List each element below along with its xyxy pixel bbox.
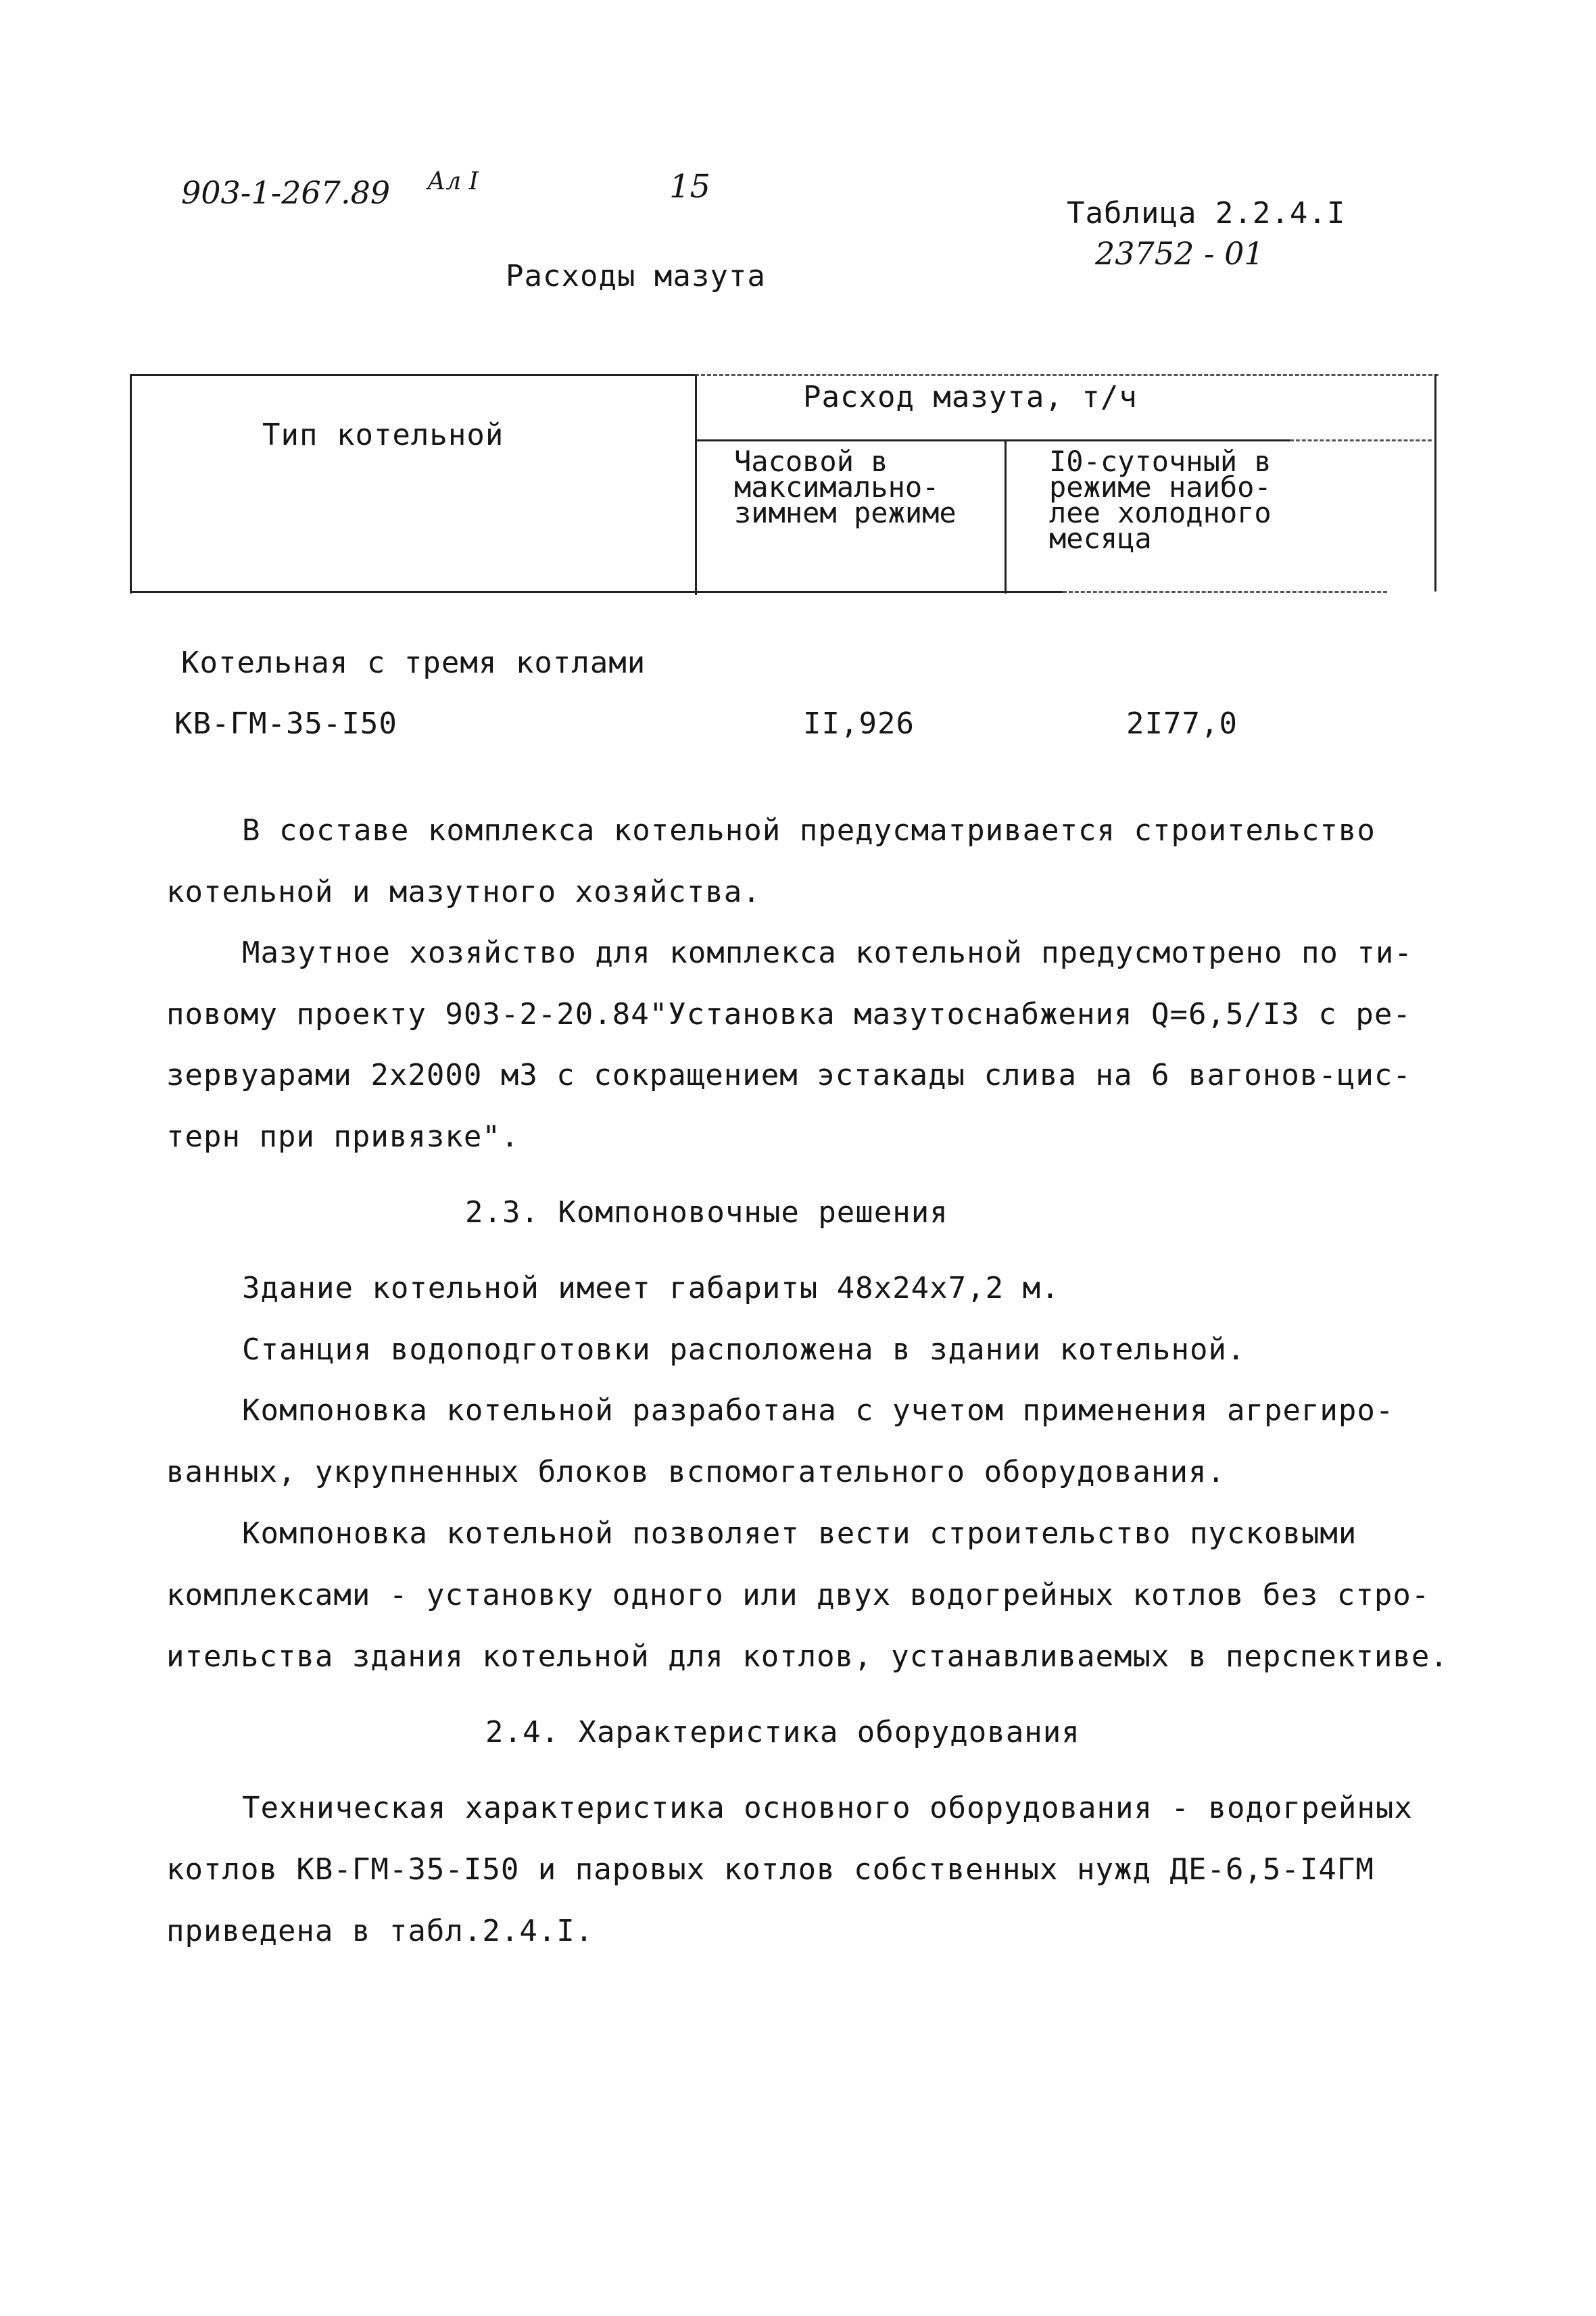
page-number: 15: [669, 168, 711, 206]
row-label-line1: Котельная с тремя котлами: [181, 646, 646, 680]
album-mark: Ал I: [427, 168, 479, 195]
s23-p4-line1: Компоновка котельной позволяет вести строительство пусковыми: [242, 1516, 1357, 1551]
s23-p3-line1: Компоновка котельной разработана с учетом применения агрегиро-: [242, 1393, 1395, 1428]
s23-p2: Станция водоподготовки расположена в здании котельной.: [242, 1332, 1246, 1367]
s23-p3-line2: ванных, укрупненных блоков вспомогательного оборудования.: [166, 1455, 1226, 1489]
inventory-number: 23752 - 01: [1095, 235, 1264, 272]
p2-line3: зервуарами 2х2000 м3 с сокращением эстакады слива на 6 вагонов-цис-: [166, 1058, 1411, 1092]
col-fuel-consumption-header: Расход мазута, т/ч: [803, 380, 1138, 414]
p2-line4: терн при привязке".: [166, 1119, 520, 1154]
row-hourly-value: II,926: [803, 706, 915, 741]
s24-p1-line3: приведена в табл.2.4.I.: [166, 1914, 594, 1948]
row-label-line2: КВ-ГМ-35-I50: [174, 706, 397, 741]
s23-p4-line2: комплексами - установку одного или двух водогрейных котлов без стро-: [166, 1578, 1430, 1612]
p1-line2: котельной и мазутного хозяйства.: [166, 875, 761, 909]
section-2-3-title: 2.3. Компоновочные решения: [465, 1195, 948, 1230]
section-2-4-title: 2.4. Характеристика оборудования: [485, 1715, 1080, 1750]
row-ten-day-value: 2I77,0: [1126, 706, 1238, 741]
col-hourly-header: Часовой в максимально-зимнем режиме: [734, 445, 957, 529]
s23-p4-line3: ительства здания котельной для котлов, устанавливаемых в перспективе.: [166, 1639, 1449, 1674]
s24-p1-line2: котлов КВ-ГМ-35-I50 и паровых котлов собственных нужд ДЕ-6,5-I4ГМ: [166, 1852, 1374, 1887]
s23-p1: Здание котельной имеет габариты 48х24х7,2 м.: [242, 1271, 1060, 1305]
document-code: 903-1-267.89: [181, 174, 391, 211]
s24-p1-line1: Техническая характеристика основного оборудования - водогрейных: [242, 1791, 1413, 1825]
p1-line1: В составе комплекса котельной предусматривается строительство: [242, 813, 1376, 848]
col-boiler-type-header: Тип котельной: [262, 418, 504, 452]
table-label: Таблица 2.2.4.I: [1067, 196, 1346, 231]
col-ten-day-header: I0-суточный в режиме наибо-лее холодного месяца: [1049, 445, 1272, 555]
table-title: Расходы мазута: [506, 259, 766, 293]
p2-line1: Мазутное хозяйство для комплекса котельной предусмотрено по ти-: [242, 936, 1413, 970]
p2-line2: повому проекту 903-2-20.84"Установка мазутоснабжения Q=6,5/I3 с ре-: [166, 997, 1411, 1032]
